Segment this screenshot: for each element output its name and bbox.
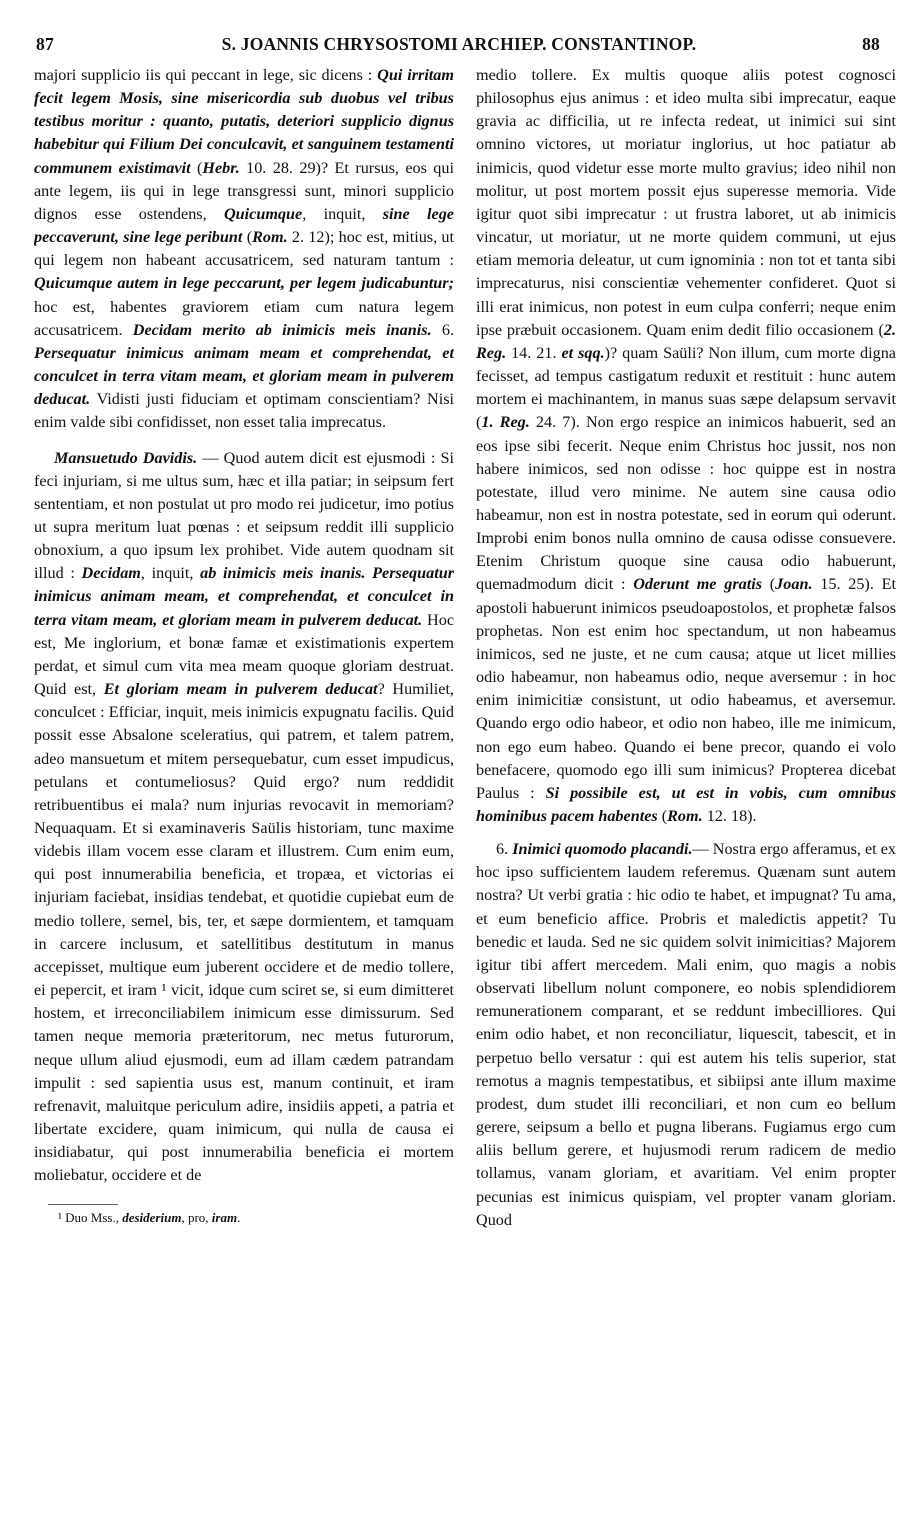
paragraph xyxy=(34,64,454,435)
italic-text: sine lege peccaverunt, sine lege peribunt xyxy=(34,204,454,247)
text-run: 2. 12); hoc est, mitius, ut qui legem non habeant accusatricem, sed naturam tantum : xyxy=(34,228,454,270)
right-column xyxy=(476,64,896,1519)
text-run: — Nostra ergo afferamus, et ex hoc ipso sufficientem laudem referemus. Quænam sunt autem nostra? Ut verbi gratia : hic odio te habet, et impugnat? Tu ama, et eum beneficio affice. Probris et maledictis appetit? Tu benedic et lauda. Sed ne sic quidem solvit inimicitias? Majorem igitur tibi affert mercedem. Mali enim, quo magis a nobis observati libellum nolunt componere, eo nobis splendidiorem remunerationem comparant, et se reddunt imbecilliores. Qui enim odio habet, et non reconciliatur, liquescit, tabescit, et in perpetuo bello versatur : qui est autem his telis superior, stat remotus a magnis tempestatibus, et sibiipsi ante illum maxime prodest, dum studet illi reconciliari, et non cum eo bellum gerere, seipsum a bello et pugna liberans. Fugiamus ergo cum aliis bellum gerere, et hujusmodi rerum radicem de medio tollamus, vanam gloriam, et avaritiam. Vel enim propter pecunias est inimicus quispiam, vel propter vanam gloriam. Quod xyxy=(476,840,896,1229)
text-run: majori supplicio iis qui peccant in lege, sic dicens : xyxy=(34,66,378,84)
italic-text: iram xyxy=(211,1209,238,1225)
italic-text: Decidam merito ab inimicis meis inanis. xyxy=(132,320,432,339)
text-run: 10. 28. 29)? Et rursus, eos qui ante legem, iis qui in lege transgressi sunt, minori supplicio dignos esse ostendens, xyxy=(34,158,454,223)
italic-text: Rom. xyxy=(252,228,288,247)
italic-text: desiderium xyxy=(122,1209,182,1225)
text-run: ( xyxy=(190,158,203,177)
italic-text: Joan. xyxy=(775,575,813,594)
text-run: Vidisti justi fiduciam et optimam conscientiam? Nisi enim valde sibi confidisset, non esset talia imprecatus. xyxy=(34,390,454,432)
italic-text: et sqq. xyxy=(561,343,605,362)
italic-text: Et gloriam meam in pulverem deducat xyxy=(103,680,378,699)
text-run: , inquit, xyxy=(140,564,201,583)
italic-text: Mansuetudo Davidis. xyxy=(54,448,198,467)
italic-text: 1. Reg. xyxy=(481,413,530,432)
text-run: ¹ Duo Mss., xyxy=(58,1209,123,1225)
italic-text: 2. Reg. xyxy=(476,320,896,362)
italic-text: Si possibile est, ut est in vobis, cum omnibus hominibus pacem habentes xyxy=(476,783,896,825)
text-run: 12. 18). xyxy=(702,807,757,825)
page-number-left: 87 xyxy=(36,34,54,54)
left-column xyxy=(34,64,454,1519)
text-run: , pro, xyxy=(181,1209,212,1225)
text-run: 6. xyxy=(496,840,513,859)
text-run: ( xyxy=(762,575,776,594)
italic-text: ab inimicis meis inanis. Persequatur inimicus animam meam, et comprehendat, et conculcet in terra vitam meam, et gloriam meam in pulverem deducat. xyxy=(34,564,454,629)
text-run: medio tollere. Ex multis quoque aliis potest cognosci philosophus ejus animus : et ideo multa sibi imprecatur, eaque gravia ac difficilia, ut re infecta redeat, ut inimici sui sint omnino victores, ut moriatur inglorius, ut hoc patiatur ab inimicis, quod videtur esse morte multo gravius; ideo nihil non molitur, ut post mortem possit ejus superesse memoria. Vide igitur quot sibi imprecatur : ut frustra laboret, ut ab inimicis vincatur, ut moriatur, ut ne morte quidem communi, ut ejus etiam memoria deleatur, ut cum ignominia : non tot et tanta sibi imprecaturus, nisi conscientiæ vehementer confideret. Quot si illi erat inimicus, non potest in eum culpa conferri; neque enim ipse præbuit occasionem. Quam enim dedit filio occasionem ( xyxy=(476,66,896,339)
running-header xyxy=(30,34,888,60)
text-run: hoc est, habentes graviorem etiam cum natura legem accusatricem. xyxy=(34,297,454,339)
paragraph xyxy=(476,838,896,1232)
text-run: ? Humiliet, conculcet : Efficiar, inquit, meis inimicis expugnatu facilis. Quid possit esse Absalone sceleratius, qui patrem, et talem patrem, adeo mansuetum et mitem persequebatur, cum esset impudicus, petulans et contumeliosus? Quid ergo? num reddidit retribuentibus ei mala? num injurias revocavit in memoriam? Nequaquam. Et si examinaveris Saülis historiam, tunc maxime videbis illam vocem esse claram et illustrem. Cum enim eum, qui post innumerabilia beneficia, et tropæa, et victorias ei injuriam faciebat, insidias tendebat, et quotidie cupiebat eum de medio tollere, semel, bis, ter, et sæpe dormientem, et tamquam in carcere inclusum, et satellitibus destitutum in manus accepisset, multique eum juberent occidere et de medio tollere, ei pepercit, et iram ¹ vicit, idque cum sciret se, si eum dimitteret hostem, et irreconciliabilem inimicum esse dimissurum. Sed tamen neque memoria præteritorum, nec metus futurorum, neque ullum aliud ejusmodi, eum ad illam cædem patrandam impulit : sed sapientia usus est, manum continuit, et iram refrenavit, maluitque periculum adire, insidiis appeti, a patria et libertate excidere, quam inimicum, qui nulla de causa ei insidiabatur, qui post innumerabilia beneficia ei mortem moliebatur, occidere et de xyxy=(34,680,454,1185)
text-run: , inquit, xyxy=(302,204,383,223)
text-run: . xyxy=(237,1209,241,1225)
text-run: )? quam Saüli? Non illum, cum morte digna fecisset, ad tempus castigatum reduxit et restituit : hunc autem mortem ei machinantem, in manus suas sæpe delapsum servavit ( xyxy=(476,343,896,432)
text-run: — Quod autem dicit est ejusmodi : Si feci injuriam, si me ultus sum, hæc et illa patiar; in seipsum fert sententiam, et non postulat ut pro modo rei judicetur, imo potius ut supra meritum luat pœnas : et seipsum reddit illi supplicio obnoxium, a quo ipsum lex prohibet. Vide autem quodnam sit illud : xyxy=(34,448,454,583)
italic-text: Qui irritam fecit legem Mosis, sine misericordia sub duobus vel tribus testibus moritur : quanto, putatis, deteriori supplicio dignus habebitur qui Filium Dei conculcavit, et sanguinem testamenti communem existimavit xyxy=(34,66,454,177)
italic-text: Rom. xyxy=(667,807,703,825)
italic-text: Quicumque autem in lege peccarunt, per legem judicabuntur; xyxy=(34,274,454,293)
text-run: Hoc est, Me inglorium, et bonæ famæ et existimationis expertem perdat, et simul cum vita mea meam quoque gloriam destruat. Quid est, xyxy=(34,610,454,699)
text-run: ( xyxy=(657,807,668,825)
text-run: 14. 21. xyxy=(506,343,562,362)
paragraph xyxy=(476,64,896,828)
italic-text: Oderunt me gratis xyxy=(633,575,763,594)
running-title: S. JOANNIS CHRYSOSTOMI ARCHIEP. CONSTANTINOP. xyxy=(221,34,697,54)
italic-text: Quicumque xyxy=(223,204,303,223)
paragraph xyxy=(34,447,454,1188)
text-run: 6. xyxy=(431,320,454,339)
text-run: 24. 7). Non ergo respice an inimicos habuerit, sed an eos ipse sibi fecerit. Neque enim Christus hoc jussit, nos non habere inimicos, sed non odisse : hoc quippe est in nostra potestate, illud vero minime. Ne autem sine causa odio habeamur, non est in nostra potestate, sed in eorum qui oderunt. Improbi enim bonos nulla omnino de causa odisse consuevere. Etenim Christum quoque sine causa odio habuerunt, quemadmodum dicit : xyxy=(476,413,896,594)
footnote xyxy=(34,1209,454,1226)
footnote-divider xyxy=(48,1204,118,1205)
italic-text: Decidam xyxy=(81,564,141,583)
text-run: ( xyxy=(242,228,253,247)
italic-text: Inimici quomodo placandi. xyxy=(512,840,693,859)
italic-text: Hebr. xyxy=(202,158,240,177)
page-number-right: 88 xyxy=(862,34,880,54)
text-run: 15. 25). Et apostoli habuerunt inimicos pseudoapostolos, et prophetæ falsos prophetas. Non est enim hoc spectandum, ut non habeamus inimicos, sed ne juste, et ne cum causa; atque ut licet millies odio habeamur, non habeamus odio, neque aversemur : in hoc enim inimicitiæ consistunt, ut odio habeamus, et aversemur. Quando ergo odio habeor, et odio non habeo, ille me inimicum, non ego eum habeo. Quando ei bene precor, quando ei volo benefacere, quomodo ego illi sum inimicus? Propterea dicebat Paulus : xyxy=(476,575,896,802)
italic-text: Persequatur inimicus animam meam et comprehendat, et conculcet in terra vitam meam, et gloriam meam in pulverem deducat. xyxy=(34,343,454,409)
